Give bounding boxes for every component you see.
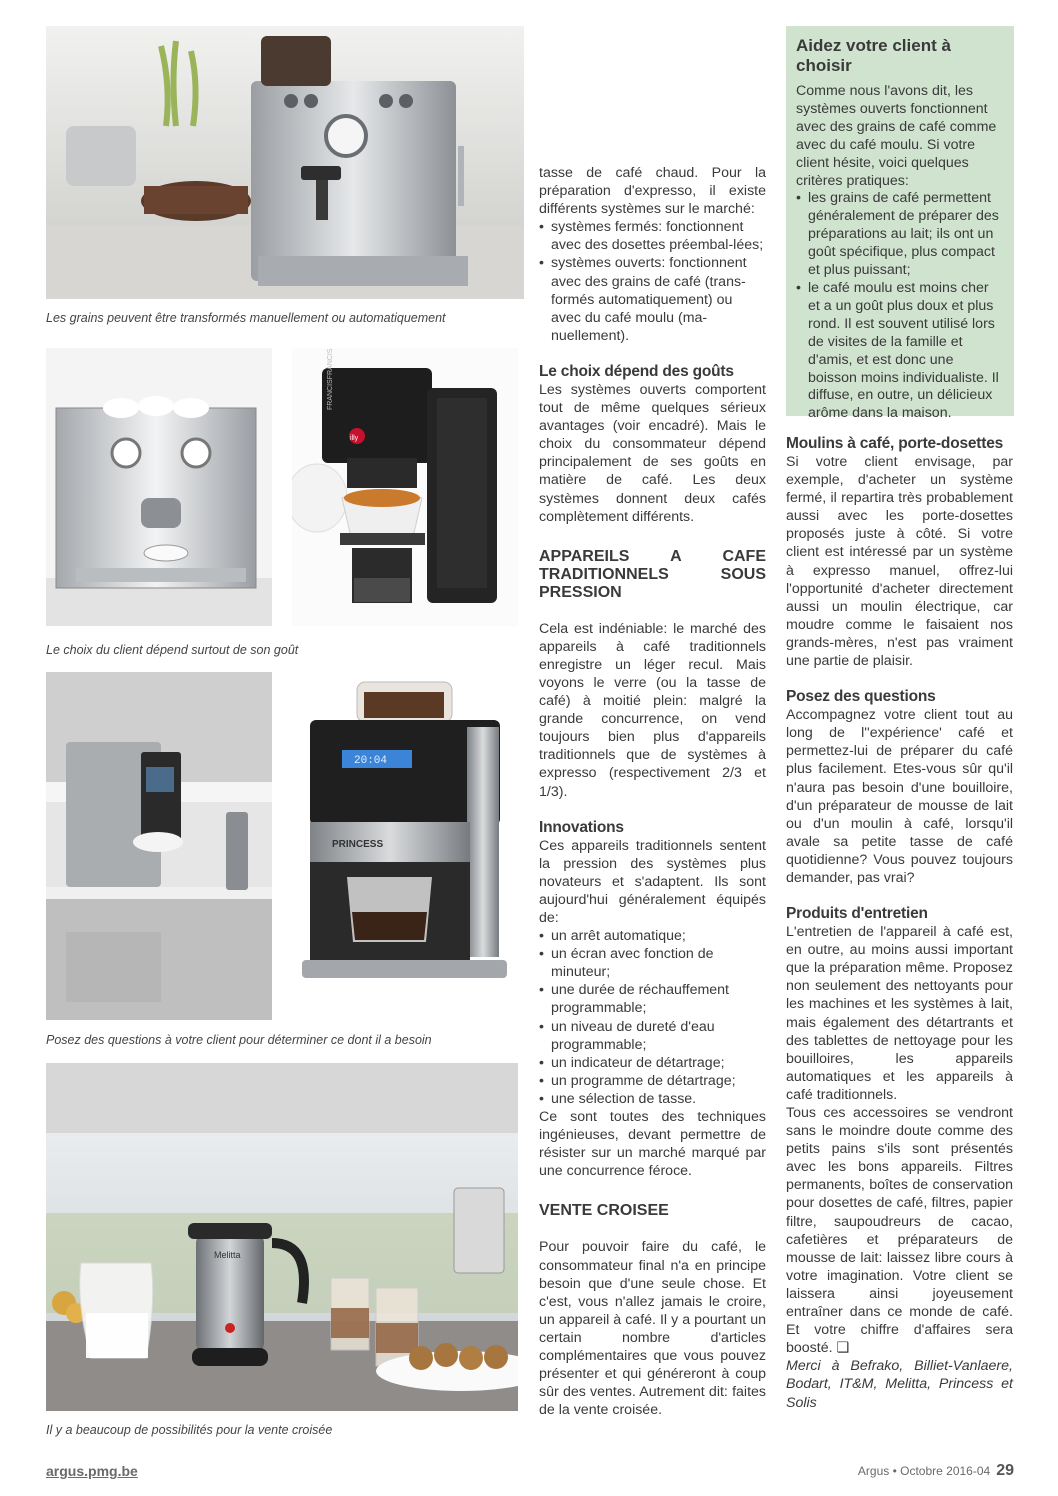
right-paragraph-4: Tous ces accessoires se vendront sans le moindre doute comme des petits pains s'ils sont présentés avec les bons appareils. Filtres permanents, boîtes de conservation pour dosettes de café, filtres, papier filtre, saupoudreurs de cacao, cafetières et préparateurs de mousse de lait: laissez libre cours à votre imagination. Votre client se laissera ainsi joyeusement entraîner dans ce monde de café. Et votre chiffre d'affaires sera boosté. ❑ — [786, 1105, 1013, 1357]
francis-brand-text: FRANCISFRANCIS — [327, 348, 334, 410]
box-criteria-list — [796, 190, 1004, 423]
list-item: • une durée de réchauffement programmable; — [539, 981, 766, 1017]
caption-photo-3: Posez des questions à votre client pour déterminer ce dont il a besoin — [46, 1033, 432, 1047]
heading-moulins: Moulins à café, porte-dosettes — [786, 435, 1004, 452]
list-item: • un écran avec fonction de minuteur; — [539, 945, 766, 981]
caption-photo-2: Le choix du client dépend surtout de son goût — [46, 643, 299, 657]
list-item: • systèmes ouverts: fonctionnent avec des grains de café (trans-formés automatiquement) ou avec du café moulu (ma-nuellement). — [539, 254, 766, 344]
princess-brand-text: PRINCESS — [332, 839, 384, 850]
heading-appareils-traditionnels: APPAREILS A CAFE TRADITIONNELS SOUS PRESSION — [539, 547, 766, 601]
middle-paragraph-4: Ces appareils traditionnels sentent la pression des systèmes plus novateurs et s'adaptent. Ils sont aujourd'hui généralement équipés de: — [539, 837, 766, 926]
list-item: • un programme de détartrage; — [539, 1072, 766, 1090]
right-paragraph-3: L'entretien de l'appareil à café est, en outre, au moins aussi important que la préparation même. Proposez non seulement des nettoyants pour les machines et les systèmes à lait, mais également des détartrants et des tablettes de nettoyage pour les bouilloires, les appareils automatiques et les appareils à café traditionnels. — [786, 924, 1013, 1103]
photo-capsule-machine — [292, 348, 518, 626]
caption-photo-4: Il y a beaucoup de possibilités pour la vente croisée — [46, 1423, 333, 1437]
heading-posez-questions: Posez des questions — [786, 688, 936, 706]
box-title: Aidez votre client à choisir — [796, 36, 951, 75]
heading-produits-entretien: Produits d'entretien — [786, 905, 928, 923]
illy-logo-text: illy — [350, 435, 359, 442]
list-item: • un indicateur de détartrage; — [539, 1054, 766, 1072]
photo-kitchen-automatic — [46, 672, 272, 1020]
list-item: • un niveau de dureté d'eau programmable; — [539, 1018, 766, 1054]
right-paragraph-1: Si votre client envisage, par exemple, d'acheter un système fermé, il repartira très probablement aussi avec les porte-dosettes proposés juste à côté. Si votre client est intéressé par un système à expresso manuel, offrez-lui l'opportunité d'acheter directement aussi un moulin électrique, car moudre comme le faisaient nos grands-mères, n'est pas vraiment une partie de plaisir. — [786, 454, 1013, 670]
photo-espresso-machine — [46, 26, 524, 299]
middle-column — [539, 164, 766, 1419]
thanks-note: Merci à Befrako, Billiet-Vanlaere, Bodart, IT&M, Melitta, Princess et Solis — [786, 1358, 1013, 1411]
middle-paragraph-6: Pour pouvoir faire du café, le consommateur final n'a en principe besoin que d'une seule chose. Et c'est, vous n'allez jamais le croire, un appareil à café. Il y a pourtant un certain nombre d'articles complémentaires que vous pouvez présenter et qui généreront à coup sûr des ventes. Autrement dit: faites de la vente croisée. — [539, 1239, 766, 1419]
heading-innovations: Innovations — [539, 818, 624, 836]
caption-photo-1: Les grains peuvent être transformés manuellement ou automatiquement — [46, 311, 446, 325]
photo-filter-coffee-maker — [292, 672, 518, 992]
right-paragraph-2: Accompagnez votre client tout au long de l''expérience' café et permettez-lui de préparer du café plus facilement. Etes-vous sûr qu'il n'aura pas besoin d'une bouilloire, d'un préparateur de mousse de lait ou d'un moulin à café, lorsqu'il avale sa petite tasse de café quotidienne? Vous pouvez toujours demander, pas vrai? — [786, 707, 1013, 886]
page-number: 29 — [996, 1462, 1014, 1479]
list-item: • systèmes fermés: fonctionnent avec des dosettes préembal-lées; — [539, 218, 766, 254]
innovations-list — [539, 927, 766, 1108]
footer-site-link[interactable]: argus.pmg.be — [46, 1463, 138, 1479]
heading-vente-croisee: VENTE CROISEE — [539, 1202, 669, 1220]
middle-paragraph-3: Cela est indéniable: le marché des appareils à café traditionnels enregistre un léger recul. Mais voyons le verre (ou la tasse de café) à moitié plein: malgré la grande concurrence, on vend toujours bien plus d'appareils traditionnels que de systèmes à expresso (respectivement 2/3 et 1/3). — [539, 620, 766, 800]
display-time-text: 20:04 — [354, 755, 388, 767]
middle-paragraph-5: Ce sont toutes des techniques ingénieuses, devant permettre de résister sur un marché marqué par une concurrence féroce. — [539, 1109, 766, 1180]
list-item: • le café moulu est moins cher et a un goût plus doux et plus rond. Il est souvent utilisé lors de visites de la famille et d'amis, et est donc une boisson moins individualiste. Il diffuse, en outre, un délicieux arôme dans la maison. — [796, 280, 1004, 423]
heading-choix-gouts: Le choix dépend des goûts — [539, 362, 734, 380]
melitta-brand-text: Melitta — [214, 1250, 241, 1260]
footer-issue — [858, 1462, 1014, 1480]
list-item: • les grains de café permettent généralement de préparer des préparations au lait; ils ont un goût spécifique, plus compact et plus puissant; — [796, 190, 1004, 280]
systems-list — [539, 218, 766, 345]
footer-issue-text: Argus • Octobre 2016-04 — [857, 1464, 991, 1478]
right-column — [786, 435, 1013, 1412]
middle-paragraph-2: Les systèmes ouverts comportent tout de même quelques sérieux avantages (voir encadré). Mais le choix du consommateur dépend principalement de ses goûts en matière de café. Les deux systèmes donnent deux cafés complètement différents. — [539, 381, 766, 525]
photo-cross-selling — [46, 1063, 518, 1411]
list-item: • une sélection de tasse. — [539, 1090, 766, 1108]
help-choose-box — [786, 26, 1014, 422]
list-item: • un arrêt automatique; — [539, 927, 766, 945]
box-paragraph: Comme nous l'avons dit, les systèmes ouverts fonctionnent avec des grains de café comme avec du café moulu. Si votre client hésite, voici quelques critères pratiques: — [796, 83, 997, 189]
photo-traditional-espresso — [46, 348, 272, 626]
middle-paragraph-1: tasse de café chaud. Pour la préparation d'expresso, il existe différents systèmes sur le marché: — [539, 165, 766, 218]
